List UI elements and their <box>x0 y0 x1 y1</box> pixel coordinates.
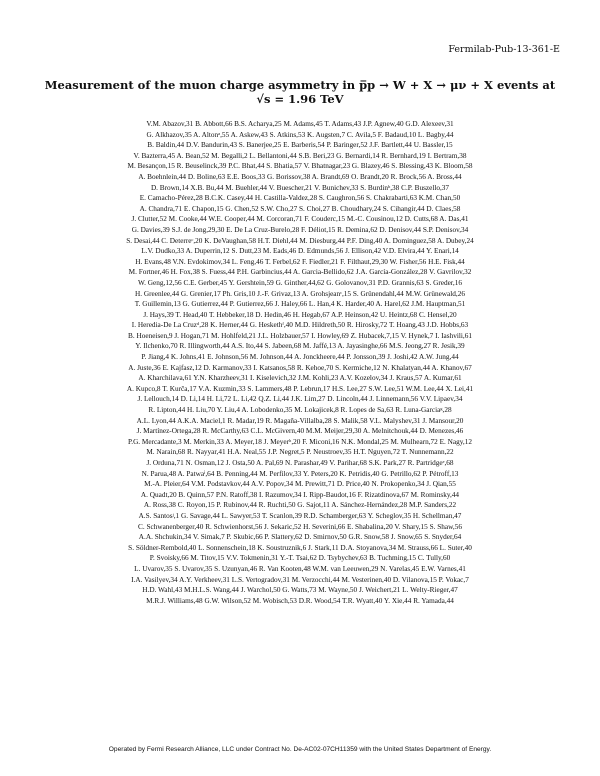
author-line: J. Martínez-Ortega,28 R. McCarthy,63 C.L. McGivern,40 M.M. Meijer,29,30 A. Melnitchouk,44 D. Menezes,46 <box>136 427 464 436</box>
author-line: A.L. Lyon,44 A.K.A. Maciel,1 R. Madar,19 R. Magaña-Villalba,28 S. Malik,58 V.L. Malyshev,31 J. Mansour,20 <box>136 416 464 425</box>
author-line: A. Ross,38 C. Royon,15 P. Rubinov,44 R. Ruchti,50 G. Sajot,11 A. Sánchez-Hernández,28 M.P. Sanders,22 <box>143 501 457 510</box>
author-line: A. Juste,36 E. Kajfasz,12 D. Karmanov,33 I. Katsanos,58 R. Kehoe,70 S. Kermiche,12 N. Khalatyan,44 A. Khanov,67 <box>128 363 472 372</box>
author-line: L.V. Dudko,33 A. Duperrin,12 S. Dutt,23 M. Eads,46 D. Edmunds,56 J. Ellison,42 V.D. Elvira,44 Y. Enari,14 <box>141 247 459 256</box>
author-line: H. Greenlee,44 G. Grenier,17 Ph. Gris,10 J.-F. Grivaz,13 A. Grohsjeanᶜ,15 S. Grünendahl,44 M.W. Grünewald,26 <box>135 289 465 298</box>
author-line: P. Svoisky,66 M. Titov,15 V.V. Tokmenin,31 Y.-T. Tsai,62 D. Tsybychev,63 B. Tuchming,15 C. Tully,60 <box>149 554 451 563</box>
author-line: H.D. Wahl,43 M.H.L.S. Wang,44 J. Warchol,50 G. Watts,73 M. Wayne,50 J. Weichert,21 L. Welty-Rieger,47 <box>142 586 458 595</box>
author-line: M. Fortner,46 H. Fox,38 S. Fuess,44 P.H. Garbincius,44 A. Garcia-Bellido,62 J.A. García-González,28 V. Gavrilov,32 <box>128 268 472 277</box>
author-line: A.S. Santosʲ,1 G. Savage,44 L. Sawyer,53 T. Scanlon,39 R.D. Schamberger,63 Y. Scheglov,35 H. Schellman,47 <box>138 511 462 520</box>
author-line: N. Parua,48 A. Patwaⁱ,64 B. Penning,44 M. Perfilov,33 Y. Peters,20 K. Petridis,40 G. Petrillo,62 P. Pétroff,13 <box>141 469 459 478</box>
author-line: P.G. Mercadante,3 M. Merkin,33 A. Meyer,18 J. Meyerʰ,20 F. Miconi,16 N.K. Mondal,25 M. Mulhearn,72 E. Nagy,12 <box>128 437 472 446</box>
author-line: C. Schwanenberger,40 R. Schwienhorst,56 J. Sekaric,52 H. Severini,66 E. Shabalina,20 V. Shary,15 S. Shaw,56 <box>138 522 462 531</box>
author-line: M.R.J. Williams,48 G.W. Wilson,52 M. Wobisch,53 D.R. Wood,54 T.R. Wyatt,40 Y. Xie,44 R. Yamada,44 <box>146 596 454 605</box>
paper-title <box>40 78 560 106</box>
title-line-2: √s = 1.96 TeV <box>256 92 344 106</box>
author-line: S. Söldner-Rembold,40 L. Sonnenschein,18 K. Soustruznik,6 J. Stark,11 D.A. Stoyanova,34 M. Strauss,66 L. Suter,40 <box>128 543 472 552</box>
author-line: A.A. Shchukin,34 V. Simak,7 P. Skubic,66 P. Slattery,62 D. Smirnov,50 G.R. Snow,58 J. Snow,65 S. Snyder,64 <box>138 533 462 542</box>
author-line: H. Evans,48 V.N. Evdokimov,34 L. Feng,46 T. Ferbel,62 F. Fiedler,21 F. Filthaut,29,30 W. Fisher,56 H.E. Fisk,44 <box>135 257 465 266</box>
author-line: V. Bazterra,45 A. Bean,52 M. Begalli,2 L. Bellantoni,44 S.B. Beri,23 G. Bernardi,14 R. Bernhard,19 I. Bertram,38 <box>133 151 467 160</box>
author-line: M.-A. Pleier,64 V.M. Podstavkov,44 A.V. Popov,34 M. Prewitt,71 D. Price,40 N. Prokopenko,34 J. Qian,55 <box>144 480 456 489</box>
author-line: T. Guillemin,13 G. Gutierrez,44 P. Gutierrez,66 J. Haley,66 L. Han,4 K. Harder,40 A. Harel,62 J.M. Hauptman,51 <box>134 300 466 309</box>
footer-contract-note: Operated by Fermi Research Alliance, LLC under Contract No. De-AC02-07CH11359 with the United States Department of Energy. <box>108 746 492 753</box>
author-line: E. Camacho-Pérez,28 B.C.K. Casey,44 H. Castilla-Valdez,28 S. Caughron,56 S. Chakrabarti,63 K.M. Chan,50 <box>139 194 461 203</box>
author-line: J. Orduna,71 N. Osman,12 J. Osta,50 A. Pal,69 N. Parashar,49 V. Parihar,68 S.K. Park,27 R. Partridgeᵉ,68 <box>146 459 454 467</box>
title-line-1: Measurement of the muon charge asymmetry in p̅p → W + X → μν + X events at <box>44 78 556 92</box>
author-line: G. Alkhazov,35 A. Altonᵃ,55 A. Askew,43 S. Atkins,53 K. Augsten,7 C. Avila,5 F. Badaud,10 L. Bagby,44 <box>146 130 454 139</box>
author-line: I. Heredia-De La Cruzᵈ,28 K. Herner,44 G. Heskethᶠ,40 M.D. Hildreth,50 R. Hirosky,72 T. Hoang,43 J.D. Hobbs,63 <box>131 321 469 330</box>
author-list <box>48 119 552 606</box>
author-line: A. Boehnlein,44 D. Boline,63 E.E. Boos,33 G. Borissov,38 A. Brandt,69 O. Brandt,20 R. Brock,56 A. Bross,44 <box>138 172 462 181</box>
author-line: I.A. Vasilyev,34 A.Y. Verkheev,31 L.S. Vertogradov,31 M. Verzocchi,44 M. Vesterinen,40 D. Vilanova,15 P. Vokac,7 <box>131 575 469 584</box>
author-line: A. Kharchilava,61 Y.N. Kharzheev,31 I. Kiselevich,32 J.M. Kohli,23 A.V. Kozelov,34 J. Kraus,57 A. Kumar,61 <box>138 374 462 383</box>
author-line: J. Clutter,52 M. Cooke,44 W.E. Cooper,44 M. Corcoran,71 F. Couderc,15 M.-C. Cousinou,12 D. Cutts,68 A. Das,41 <box>131 215 469 224</box>
author-line: V.M. Abazov,31 B. Abbott,66 B.S. Acharya,25 M. Adams,45 T. Adams,43 J.P. Agnew,40 G.D. Alexeev,31 <box>146 120 454 128</box>
author-line: W. Geng,12,56 C.E. Gerber,45 Y. Gershtein,59 G. Ginther,44,62 G. Golovanov,31 P.D. Grannis,63 S. Greder,16 <box>138 278 462 287</box>
author-line: B. Baldin,44 D.V. Bandurin,43 S. Banerjee,25 E. Barberis,54 P. Baringer,52 J.F. Bartlett,44 U. Bassler,15 <box>147 141 453 150</box>
author-line: S. Desai,44 C. Deterreᶜ,20 K. DeVaughan,58 H.T. Diehl,44 M. Diesburg,44 P.F. Ding,40 A. Dominguez,58 A. Dubey,24 <box>126 236 474 245</box>
author-line: A. Kupco,8 T. Kurča,17 V.A. Kuzmin,33 S. Lammers,48 P. Lebrun,17 H.S. Lee,27 S.W. Lee,51 W.M. Lee,44 X. Lei,41 <box>126 384 474 393</box>
author-line: M. Besançon,15 R. Beuselinck,39 P.C. Bhat,44 S. Bhatia,57 V. Bhatnagar,23 G. Blazey,46 S. Blessing,43 K. Bloom,58 <box>127 162 473 171</box>
author-line: M. Narain,68 R. Nayyar,41 H.A. Neal,55 J.P. Negret,5 P. Neustroev,35 H.T. Nguyen,72 T. Nunnemann,22 <box>146 448 454 457</box>
author-line: Y. Ilchenko,70 R. Illingworth,44 A.S. Ito,44 S. Jabeen,68 M. Jaffé,13 A. Jayasinghe,66 M.S. Jeong,27 R. Jesik,39 <box>135 342 465 351</box>
author-line: L. Uvarov,35 S. Uvarov,35 S. Uzunyan,46 R. Van Kooten,48 W.M. van Leeuwen,29 N. Varelas,45 E.W. Varnes,41 <box>134 564 466 573</box>
author-line: P. Jiang,4 K. Johns,41 E. Johnson,56 M. Johnson,44 A. Jonckheere,44 P. Jonsson,39 J. Joshi,42 A.W. Jung,44 <box>141 353 459 362</box>
author-line: J. Hays,39 T. Head,40 T. Hebbeker,18 D. Hedin,46 H. Hegab,67 A.P. Heinson,42 U. Heintz,68 C. Hensel,20 <box>143 310 457 319</box>
author-line: G. Davies,39 S.J. de Jong,29,30 E. De La Cruz-Burelo,28 F. Déliot,15 R. Demina,62 D. Denisov,44 S.P. Denisov,34 <box>131 225 469 234</box>
author-line: A. Chandra,71 E. Chapon,15 G. Chen,52 S.W. Cho,27 S. Choi,27 B. Choudhary,24 S. Cihangir,44 D. Claes,58 <box>139 204 461 213</box>
author-line: D. Brown,14 X.B. Bu,44 M. Buehler,44 V. Buescher,21 V. Bunichev,33 S. Burdinᵇ,38 C.P. Buszello,37 <box>150 183 450 192</box>
author-line: A. Quadt,20 B. Quinn,57 P.N. Ratoff,38 I. Razumov,34 I. Ripp-Baudot,16 F. Rizatdinova,67 M. Rominsky,44 <box>140 490 460 499</box>
report-number: Fermilab-Pub-13-361-E <box>448 44 560 55</box>
author-line: B. Hoeneisen,9 J. Hogan,71 M. Hohlfeld,21 J.L. Holzbauer,57 I. Howley,69 Z. Hubacek,7,15 V. Hynek,7 I. Iashvili,61 <box>128 331 472 340</box>
author-line: R. Lipton,44 H. Liu,70 Y. Liu,4 A. Lobodenko,35 M. Lokajicek,8 R. Lopes de Sa,63 R. Luna-Garciaᵍ,28 <box>148 406 452 415</box>
author-line: J. Lellouch,14 D. Li,14 H. Li,72 L. Li,42 Q.Z. Li,44 J.K. Lim,27 D. Lincoln,44 J. Linnemann,56 V.V. Lipaev,34 <box>137 395 463 404</box>
